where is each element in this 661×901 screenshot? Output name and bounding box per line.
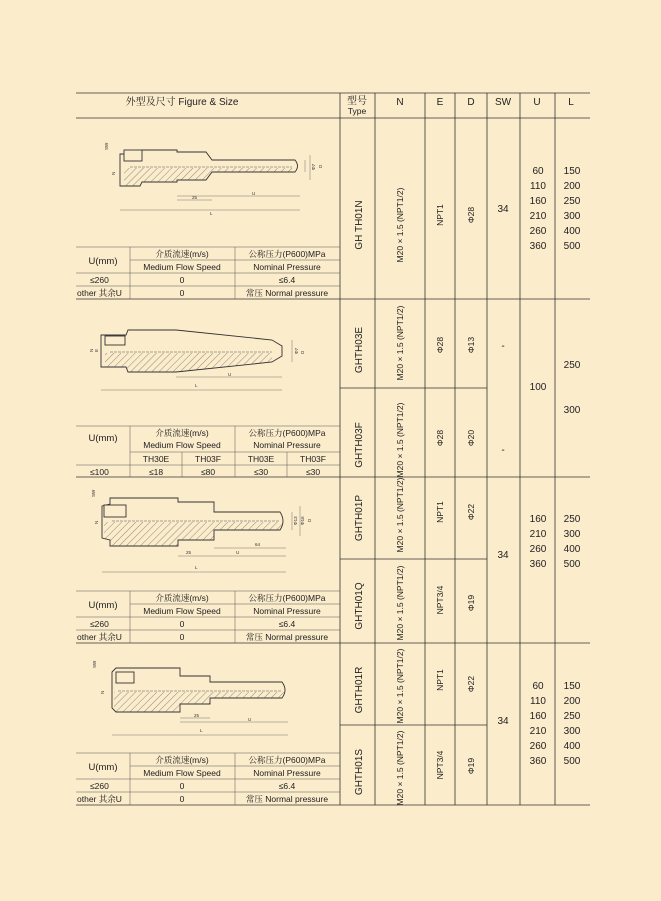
speed-cn: 介质流速(m/s) bbox=[155, 593, 209, 603]
model-e: NPT3/4 bbox=[435, 750, 445, 780]
model-d: Φ22 bbox=[466, 675, 476, 693]
table-header bbox=[126, 94, 575, 116]
header-n: N bbox=[396, 97, 404, 108]
model-type: GHTH01Q bbox=[354, 582, 365, 630]
l-value: 250 bbox=[563, 360, 581, 371]
u-value: 360 bbox=[529, 241, 547, 252]
dim-label: L bbox=[210, 211, 213, 216]
speed-en: Medium Flow Speed bbox=[143, 768, 221, 778]
row-speed: 0 bbox=[179, 288, 185, 298]
dim-label: Φ7 bbox=[294, 347, 299, 354]
sub-table-1 bbox=[76, 247, 340, 299]
model-type: GHTH01S bbox=[354, 748, 365, 796]
dim-label: U bbox=[236, 550, 240, 555]
row-u: ≤260 bbox=[90, 781, 109, 791]
model-n: M20 × 1.5 (NPT1/2) bbox=[395, 187, 405, 263]
dim-label: 25 bbox=[186, 550, 192, 555]
press-en: Nominal Pressure bbox=[253, 606, 321, 616]
model-d: Φ19 bbox=[466, 594, 476, 612]
u-value: 160 bbox=[529, 196, 547, 207]
l-value: 200 bbox=[563, 696, 581, 707]
sw-value: 34 bbox=[497, 716, 509, 727]
speed-cn: 介质流速(m/s) bbox=[155, 428, 209, 438]
dim-label: N bbox=[94, 520, 99, 524]
model-e: NPT3/4 bbox=[435, 585, 445, 615]
dim-label: Φ16 bbox=[300, 516, 305, 525]
u-value: 260 bbox=[529, 741, 547, 752]
sub-table-3 bbox=[76, 591, 340, 643]
u-value: 210 bbox=[529, 211, 547, 222]
dim-label: L bbox=[200, 728, 203, 733]
dim-label: 25 bbox=[194, 713, 200, 718]
u-value: 110 bbox=[530, 696, 546, 707]
row-u: other 其余U bbox=[77, 288, 122, 298]
sub-table-2 bbox=[76, 426, 340, 477]
press-en: Nominal Pressure bbox=[253, 768, 321, 778]
press-cn: 公称压力(P600)MPa bbox=[248, 428, 326, 438]
l-value: 150 bbox=[563, 681, 581, 692]
l-value: 300 bbox=[563, 726, 581, 737]
row-speed: 0 bbox=[179, 781, 185, 791]
model-type: GHTH03F bbox=[354, 422, 365, 468]
u-value: 360 bbox=[529, 756, 547, 767]
header-sw: SW bbox=[494, 97, 512, 108]
u-value: 210 bbox=[529, 529, 547, 540]
speed-cn: 介质流速(m/s) bbox=[155, 755, 209, 765]
row-speed: 0 bbox=[179, 275, 185, 285]
header-e: E bbox=[436, 97, 444, 108]
u-label: U(mm) bbox=[88, 433, 118, 444]
col-head: TH03F bbox=[300, 454, 326, 464]
model-d: Φ28 bbox=[466, 206, 476, 224]
u-value: 360 bbox=[529, 559, 547, 570]
speed-cn: 介质流速(m/s) bbox=[155, 249, 209, 259]
speed-en: Medium Flow Speed bbox=[143, 606, 221, 616]
dim-label: N bbox=[100, 690, 105, 694]
model-d: Φ20 bbox=[466, 429, 476, 447]
row-v2: ≤80 bbox=[200, 467, 216, 477]
u-label: U(mm) bbox=[88, 600, 118, 611]
drawing-thermowell-2 bbox=[89, 330, 305, 390]
header-u: U bbox=[533, 97, 541, 108]
row-press: 常压 Normal pressure bbox=[245, 794, 329, 804]
model-type: GHTH01P bbox=[354, 494, 365, 542]
dim-label: U bbox=[228, 372, 232, 377]
drawing-thermowell-3 bbox=[91, 489, 312, 572]
model-n: M20 × 1.5 (NPT1/2) bbox=[395, 648, 405, 724]
row-u: other 其余U bbox=[77, 794, 122, 804]
row-u: ≤100 bbox=[90, 467, 109, 477]
row-speed: 0 bbox=[179, 632, 185, 642]
header-d: D bbox=[467, 97, 475, 108]
model-e: NPT1 bbox=[435, 501, 445, 523]
model-d: Φ13 bbox=[466, 336, 476, 354]
dim-label: N bbox=[89, 348, 94, 352]
model-type: GH TH01N bbox=[354, 200, 365, 250]
u-value: 210 bbox=[529, 726, 547, 737]
press-cn: 公称压力(P600)MPa bbox=[248, 755, 326, 765]
model-n: M20 × 1.5 (NPT1/2) bbox=[395, 477, 405, 553]
col-head: TH03F bbox=[195, 454, 221, 464]
model-type: GHTH01R bbox=[354, 666, 365, 714]
dim-label: U bbox=[248, 717, 252, 722]
dim-label: D bbox=[300, 350, 305, 354]
row-speed: 0 bbox=[179, 619, 185, 629]
dim-label: E bbox=[94, 348, 99, 352]
press-en: Nominal Pressure bbox=[253, 262, 321, 272]
l-value: 300 bbox=[563, 405, 581, 416]
dim-label: Φ7 bbox=[311, 163, 316, 170]
l-value: 500 bbox=[563, 241, 581, 252]
l-value: 250 bbox=[563, 514, 581, 525]
l-value: 500 bbox=[563, 756, 581, 767]
l-value: 250 bbox=[563, 196, 581, 207]
dim-label: 64 bbox=[255, 542, 261, 547]
row-speed: 0 bbox=[179, 794, 185, 804]
dim-label: D bbox=[307, 518, 312, 522]
press-cn: 公称压力(P600)MPa bbox=[248, 249, 326, 259]
l-value: 200 bbox=[563, 181, 581, 192]
row-u: other 其余U bbox=[77, 632, 122, 642]
l-value: 300 bbox=[563, 529, 581, 540]
sw-value: 34 bbox=[497, 550, 509, 561]
l-value: 400 bbox=[563, 226, 581, 237]
header-l: L bbox=[568, 97, 574, 108]
row-v4: ≤30 bbox=[305, 467, 321, 477]
u-label: U(mm) bbox=[88, 762, 118, 773]
u-value: 260 bbox=[529, 544, 547, 555]
u-value: 100 bbox=[529, 382, 547, 393]
l-value: 400 bbox=[563, 544, 581, 555]
dim-label: L bbox=[195, 383, 198, 388]
header-figure-size: 外型及尺寸 Figure & Size bbox=[125, 97, 239, 108]
row-v1: ≤18 bbox=[148, 467, 164, 477]
speed-en: Medium Flow Speed bbox=[143, 440, 221, 450]
dim-label: L bbox=[195, 565, 198, 570]
dim-label: SW bbox=[104, 142, 109, 150]
header-type-cn: 型号 bbox=[347, 96, 367, 107]
model-d: Φ19 bbox=[466, 757, 476, 775]
dim-label: SW bbox=[92, 660, 97, 668]
row-u: ≤260 bbox=[90, 275, 109, 285]
model-n: M20 × 1.5 (NPT1/2) bbox=[395, 565, 405, 641]
model-n: M20 × 1.5 (NPT1/2) bbox=[395, 730, 405, 806]
sub-table-4 bbox=[76, 753, 340, 805]
model-e: NPT1 bbox=[435, 669, 445, 691]
l-value: 150 bbox=[563, 166, 581, 177]
speed-en: Medium Flow Speed bbox=[143, 262, 221, 272]
u-value: 160 bbox=[529, 711, 547, 722]
row-press: ≤6.4 bbox=[278, 619, 296, 629]
l-value: 250 bbox=[563, 711, 581, 722]
model-e: Φ28 bbox=[435, 336, 445, 354]
l-value: 400 bbox=[563, 741, 581, 752]
model-n: M20 × 1.5 (NPT1/2) bbox=[395, 305, 405, 381]
dim-label: N bbox=[111, 171, 116, 175]
sw-value: - bbox=[501, 341, 505, 352]
header-type-en: Type bbox=[347, 106, 367, 116]
row-press: 常压 Normal pressure bbox=[245, 288, 329, 298]
row-u: ≤260 bbox=[90, 619, 109, 629]
model-n: M20 × 1.5 (NPT1/2) bbox=[395, 402, 405, 478]
model-d: Φ22 bbox=[466, 503, 476, 521]
drawing-thermowell-1 bbox=[104, 142, 323, 216]
model-e: NPT1 bbox=[435, 204, 445, 226]
press-cn: 公称压力(P600)MPa bbox=[248, 593, 326, 603]
l-value: 300 bbox=[563, 211, 581, 222]
sw-column bbox=[497, 204, 509, 727]
row-press: ≤6.4 bbox=[278, 275, 296, 285]
sw-value: 34 bbox=[497, 204, 509, 215]
col-head: TH30E bbox=[142, 454, 170, 464]
sw-value: - bbox=[501, 445, 505, 456]
row-v3: ≤30 bbox=[253, 467, 269, 477]
press-en: Nominal Pressure bbox=[253, 440, 321, 450]
u-label: U(mm) bbox=[88, 256, 118, 267]
u-value: 260 bbox=[529, 226, 547, 237]
l-value: 500 bbox=[563, 559, 581, 570]
model-type: GHTH03E bbox=[354, 326, 365, 374]
u-value: 110 bbox=[530, 181, 546, 192]
dim-label: U bbox=[252, 191, 256, 196]
u-value: 160 bbox=[529, 514, 547, 525]
dim-label: 25 bbox=[192, 195, 198, 200]
dim-label: D bbox=[318, 164, 323, 168]
row-press: 常压 Normal pressure bbox=[245, 632, 329, 642]
col-head: TH03E bbox=[247, 454, 275, 464]
model-e: Φ28 bbox=[435, 429, 445, 447]
dim-label: Φ13 bbox=[293, 516, 298, 525]
model-cells bbox=[354, 187, 476, 805]
u-value: 60 bbox=[532, 166, 544, 177]
row-press: ≤6.4 bbox=[278, 781, 296, 791]
u-value: 60 bbox=[532, 681, 544, 692]
dim-label: SW bbox=[91, 489, 96, 497]
drawing-thermowell-4 bbox=[92, 660, 288, 735]
